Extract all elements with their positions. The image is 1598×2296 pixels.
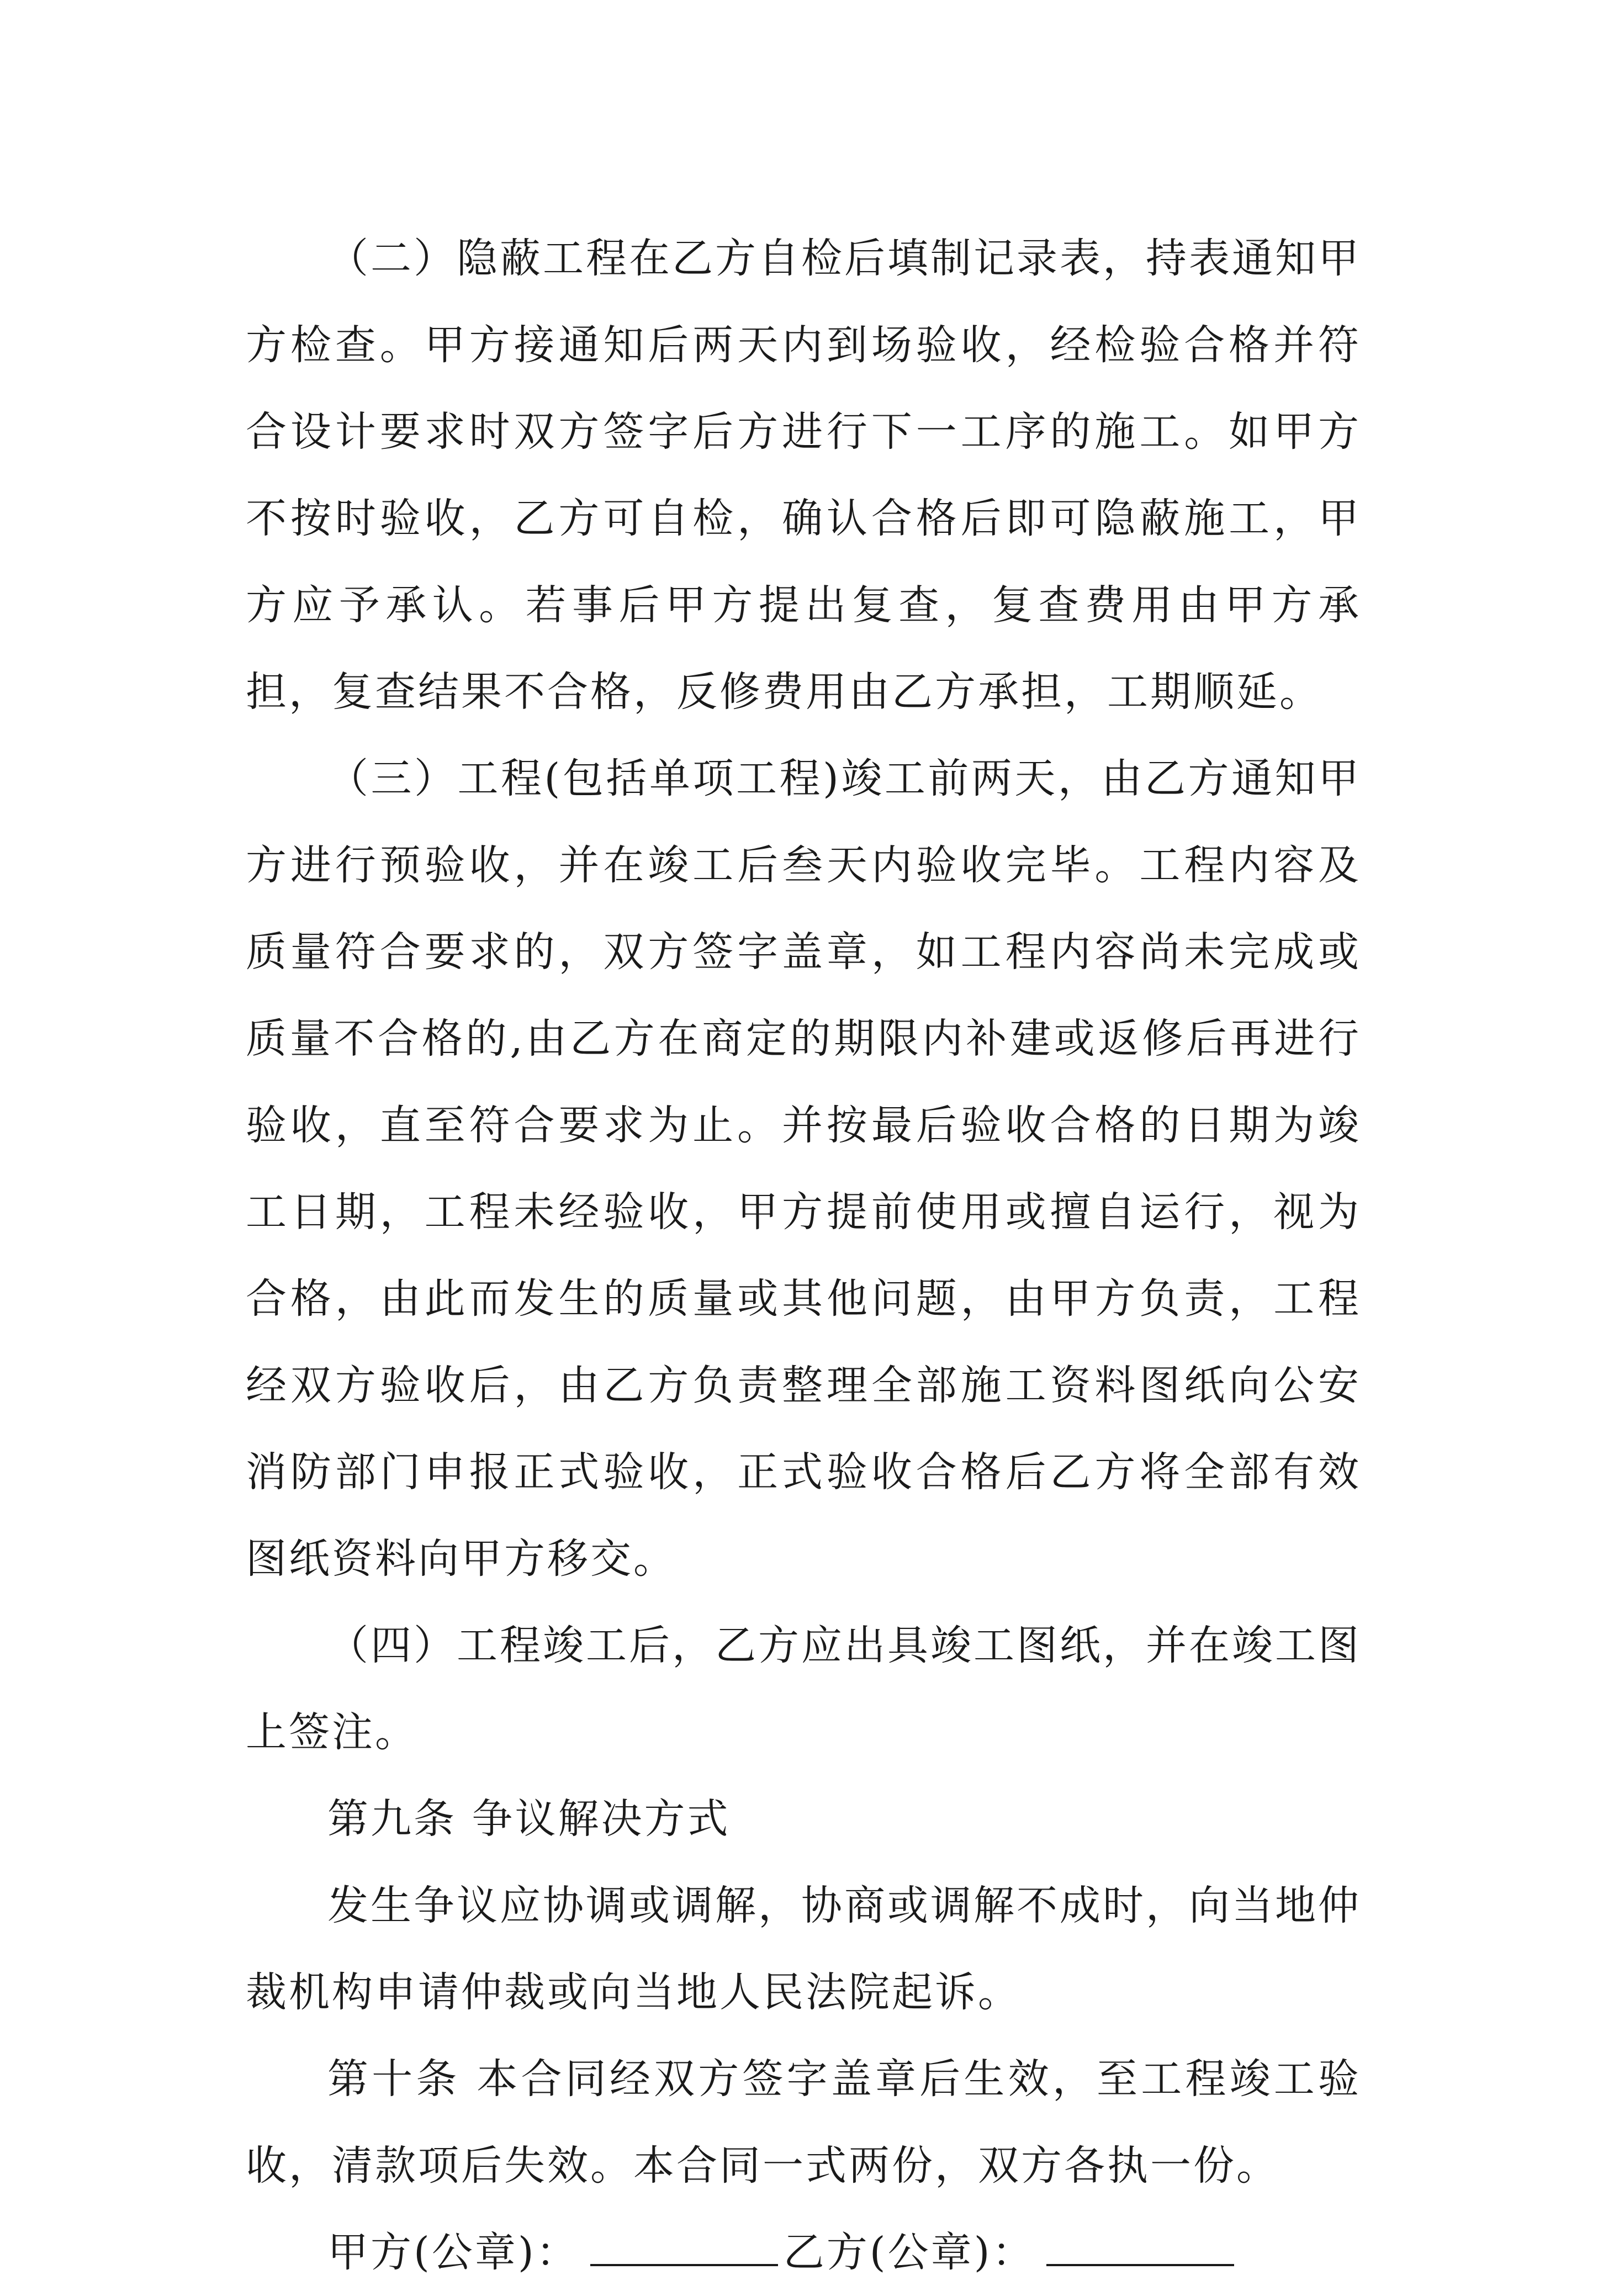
article-9-body: 发生争议应协调或调解，协商或调解不成时，向当地仲裁机构申请仲裁或向当地人民法院起诉。 [246,1882,1361,2016]
clause-4-as-built-drawings: （四）工程竣工后，乙方应出具竣工图纸，并在竣工图上签注。 [246,1622,1361,1756]
clause-3-completion-acceptance: （三）工程(包括单项工程)竣工前两天，由乙方通知甲方进行预验收，并在竣工后叁天内验收完毕。工程内容及质量符合要求的，双方签字盖章，如工程内容尚未完成或质量不合格的,由乙方在商定的期限内补建或返修后再进行验收，直至符合要求为止。并按最后验收合格的日期为竣工日期，工程未经验收，甲方提前使用或擅自运行，视为合格，由此而发生的质量或其他问题，由甲方负责，工程经双方验收后，由乙方负责整理全部施工资料图纸向公安消防部门申报正式验收，正式验收合格后乙方将全部有效图纸资料向甲方移交。 [246,755,1361,1583]
party-a-seal-label: 甲方(公章)： [327,2229,579,2276]
article-9-heading: 第九条 争议解决方式 [327,1795,731,1843]
document-body [246,215,1361,2296]
party-b-seal-blank [1046,2262,1234,2266]
party-b-seal-label: 乙方(公章)： [783,2229,1035,2276]
party-a-seal-blank [590,2262,778,2266]
clause-2-hidden-works: （二）隐蔽工程在乙方自检后填制记录表，持表通知甲方检查。甲方接通知后两天内到场验收，经检验合格并符合设计要求时双方签字后方进行下一工序的施工。如甲方不按时验收，乙方可自检，确认合格后即可隐蔽施工，甲方应予承认。若事后甲方提出复查，复查费用由甲方承担，复查结果不合格，反修费用由乙方承担，工期顺延。 [246,235,1361,716]
article-10: 第十条 本合同经双方签字盖章后生效，至工程竣工验收，清款项后失效。本合同一式两份，双方各执一份。 [246,2055,1361,2189]
signature-row [246,2209,1361,2296]
